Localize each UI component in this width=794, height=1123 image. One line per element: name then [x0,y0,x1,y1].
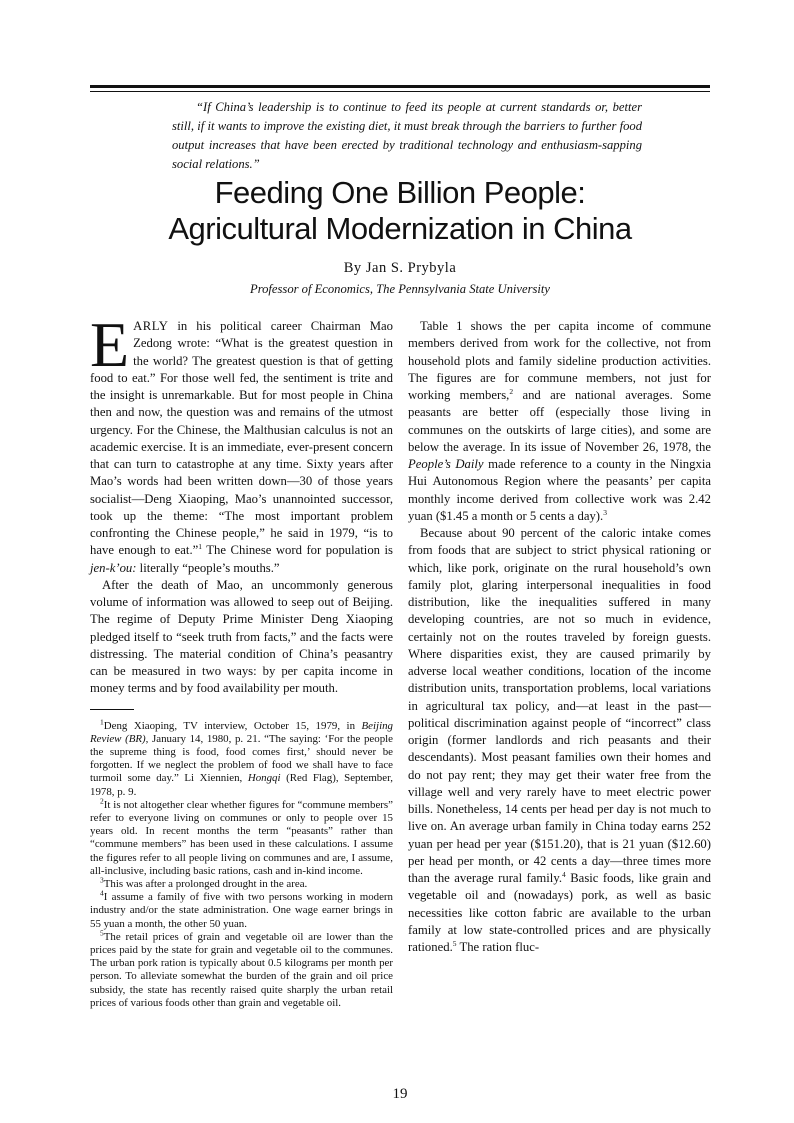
footnote-ref-3: 3 [603,507,607,517]
byline-prefix: By [343,260,362,276]
footnote-ref-1: 1 [198,542,203,552]
right-column [408,318,711,956]
paragraph-4: Because about 90 percent of the caloric intake comes from foods that are subject to strict physical rationing or which, like pork, originate on the rural household’s own family plot, glaring interpersonal inequalities in food distribution, like the inequalities suffered in many developing countries, are not so much in evidence, certainly not on the routes traveled by foreign guests. Where disparities exist, they are caused primarily by adverse local weather conditions, location of the income distribution units, transportation problems, local variations in agricultural tax policy, and—at least in the past—political discrimination against people of “incorrect” class origin (former landlords and rich peasants and their descendants). Most peasant families own their homes and do not pay rent; they may get their water free from the village well and very rarely have to meet electric power bills. Nonetheless, 14 cents per head per day is not much to live on. An average urban family in China today earns 252 yuan per head per year ($151.20), that is 21 yuan ($12.60) per head per month, or 42 cents a day—three times more than the average rural family.$^4$ Basic foods, like grain and vegetable oil and (nowadays) pork, as well as basic necessities like cotton fabric are available to the urban family at low state-controlled prices and are physically rationed.$^5$ The ration fluc- [408,526,711,954]
author-affiliation: Professor of Economics, The Pennsylvania State University [250,282,550,296]
footnote-divider [90,709,134,710]
footnote-ref-4: 4 [562,869,566,879]
byline [90,260,710,277]
paragraph-2: After the death of Mao, an uncommonly generous volume of information was allowed to seep out of Beijing. The regime of Deputy Prime Minister Deng Xiaoping pledged itself to “seek truth from facts,” and the facts were distressing. The material condition of China’s peasantry can be measured in two ways: by per capita income in money terms and by food availability per mouth. [90,577,393,696]
footnote-2: $^2$It is not altogether clear whether figures for “commune members” refer to everyone living on communes or only to people over 15 years old. In recent months the term “peasants” rather than “commune members” has been used in these calculations. I assume the figures refer to all people living on communes and are, I assume, all-inclusive, including basic rations, cash and in-kind income. [90,796,393,877]
footnote-5: $^5$The retail prices of grain and vegetable oil are lower than the prices paid by the state for grain and vegetable oil to the communes. The urban pork ration is typically about 0.5 kilograms per month per person. To alleviate somewhat the burden of the grain and oil price subsidy, the state has recently raised quite sharply the urban retail prices of various foods other than grain and vegetable oil. [90,928,393,1009]
paragraph-1: EARLY in his political career Chairman Mao Zedong wrote: “What is the greatest question in the world? The greatest question is that of getting food to eat.” For those well fed, the sentiment is trite and the insight is unremarkable. But for most people in China then and now, the question was and remains of the utmost urgency. For the Chinese, the Malthusian calculus is not an academic exercise. It is an immediate, ever-present concern that can turn to catastrophe at any time. Sixty years after Mao’s words had been written down—30 of those years socialist—Deng Xiaoping, Mao’s unannointed successor, took up the theme: “The most important problem confronting the Chinese people,” he said in 1979, “is to have enough to eat.”$^1$ The Chinese word for population is jen-k’ou: literally “people’s mouths.” [90,309,393,575]
epigraph: “If China’s leadership is to continue to feed its people at current standards or, better still, if it wants to improve the existing diet, it must break through the barriers to further food output increases that have been erected by traditional technology and enthusiasm-sapping social relations.” [172,100,642,171]
opening-caps: ARLY [133,319,169,333]
header-rule-thick [90,85,710,88]
drop-cap: E [90,309,130,380]
author-name: Jan S. Prybyla [365,260,457,276]
footnote-ref-2: 2 [509,386,514,396]
article-title [90,175,710,247]
page-number: 19 [392,1086,408,1102]
header-rule-thin [90,91,710,92]
footnote-1: $^1$Deng Xiaoping, TV interview, October 15, 1979, in Beijing Review (BR), January 14, 1980, p. 21. “The saying: ‘For the people the supreme thing is food, food comes first,’ should never be forgotten. If we neglect the problem of food we shall have to face turmoil some day.” Li Xiennien, Hongqi (Red Flag), September, 1978, p. 9. [90,716,394,798]
title-line-1: Feeding One Billion People: [214,175,586,210]
footnotes [90,716,394,1010]
left-column [90,309,394,1010]
title-line-2: Agricultural Modernization in China [168,211,632,246]
footnote-3: $^3$This was after a prolonged drought in the area. [100,875,308,890]
footnote-4: $^4$I assume a family of five with two persons working in modern industry and/or the state administration. One wage earner brings in 55 yuan a month, the other 50 yuan. [90,888,393,930]
footnote-ref-5: 5 [452,938,457,948]
paragraph-3: Table 1 shows the per capita income of commune members derived from work for the collective, not from household plots and family sideline production activities. The figures are for commune members, not just for working members,$^2$ and are national averages. Some peasants are better off (especially those living in communes on the outskirts of large cities), and some are below the average. In its issue of November 26, 1978, the People’s Daily made reference to a county in the Ningxia Hui Autonomous Region where the peasants’ per capita monthly income derived from collective work was 2.42 yuan ($1.45 a month or 5 cents a day).$^3$ [408,319,711,523]
